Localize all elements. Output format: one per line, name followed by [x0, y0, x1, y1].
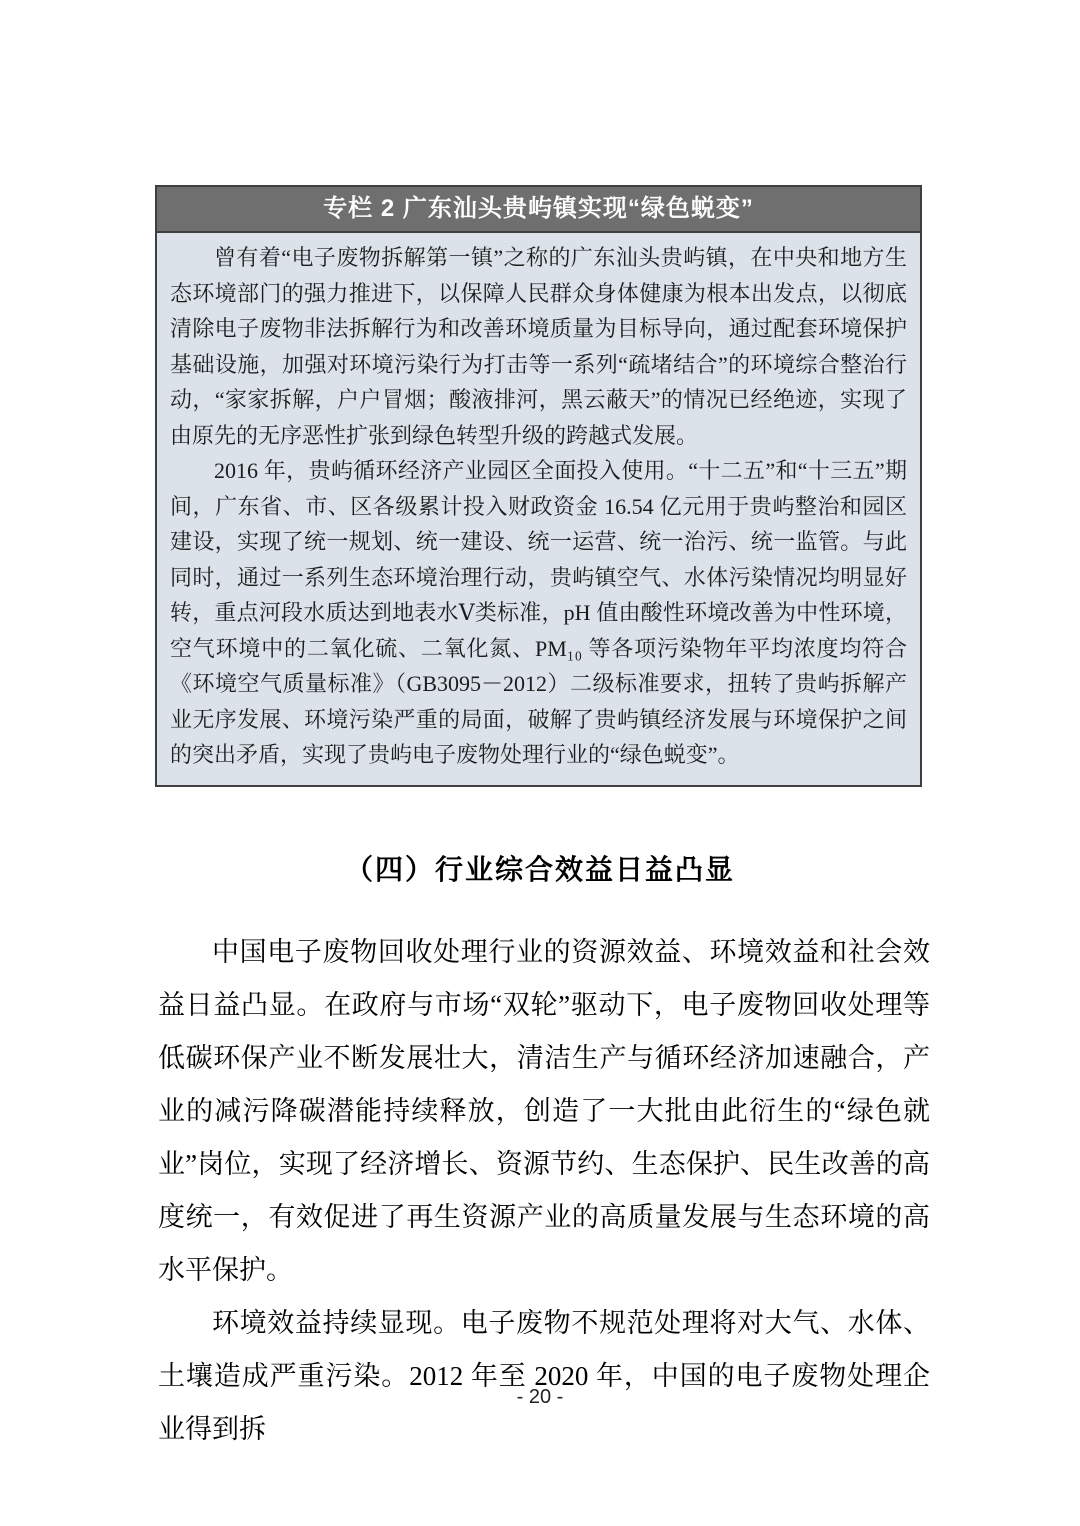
section-body [158, 926, 930, 1456]
body-paragraph-1: 中国电子废物回收处理行业的资源效益、环境效益和社会效益日益凸显。在政府与市场“双轮”驱动下，电子废物回收处理等低碳环保产业不断发展壮大，清洁生产与循环经济加速融合，产业的减污降碳潜能持续释放，创造了一大批由此衍生的“绿色就业”岗位，实现了经济增长、资源节约、生态保护、民生改善的高度统一，有效促进了再生资源产业的高质量发展与生态环境的高水平保护。 [158, 937, 930, 1285]
page-number: - 20 - [516, 1386, 564, 1408]
callout-box [155, 185, 922, 787]
section-heading: （四）行业综合效益日益凸显 [344, 854, 735, 885]
callout-body [157, 233, 920, 785]
callout-title: 专栏 2 广东汕头贵屿镇实现“绿色蜕变” [157, 187, 920, 233]
callout-paragraph-1: 曾有着“电子废物拆解第一镇”之称的广东汕头贵屿镇，在中央和地方生态环境部门的强力推进下，以保障人民群众身体健康为根本出发点，以彻底清除电子废物非法拆解行为和改善环境质量为目标导向，通过配套环境保护基础设施，加强对环境污染行为打击等一系列“疏堵结合”的环境综合整治行动，“家家拆解，户户冒烟；酸液排河，黑云蔽天”的情况已经绝迹，实现了由原先的无序恶性扩张到绿色转型升级的跨越式发展。 [170, 245, 907, 448]
callout-paragraph-2: 2016 年，贵屿循环经济产业园区全面投入使用。“十二五”和“十三五”期间，广东省、市、区各级累计投入财政资金 16.54 亿元用于贵屿整治和园区建设，实现了统一规划、统一建设、统一运营、统一治污、统一监管。与此同时，通过一系列生态环境治理行动，贵屿镇空气、水体污染情况均明显好转，重点河段水质达到地表水Ⅴ类标准，pH 值由酸性环境改善为中性环境，空气环境中的二氧化硫、二氧化氮、PM₁₀ 等各项污染物年平均浓度均符合《环境空气质量标准》（GB3095－2012）二级标准要求，扭转了贵屿拆解产业无序发展、环境污染严重的局面，破解了贵屿镇经济发展与环境保护之间的突出矛盾，实现了贵屿电子废物处理行业的“绿色蜕变”。 [170, 458, 907, 767]
body-paragraph-2: 环境效益持续显现。电子废物不规范处理将对大气、水体、土壤造成严重污染。2012 年至 2020 年，中国的电子废物处理企业得到拆 [158, 1308, 930, 1444]
